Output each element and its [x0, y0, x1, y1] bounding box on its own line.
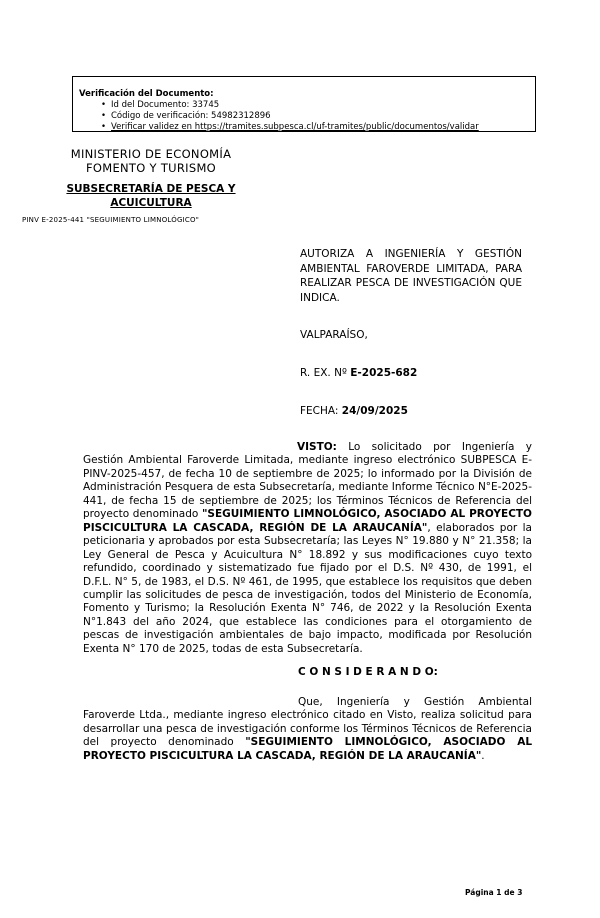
ministry-name-line2: FOMENTO Y TURISMO [85, 161, 217, 175]
rex-label: R. EX. Nº [300, 367, 351, 379]
subsecretaria-title [22, 183, 280, 210]
city-line: VALPARAÍSO, [300, 329, 368, 341]
que-text-2: . [481, 749, 485, 762]
visto-project-title: "SEGUIMIENTO LIMNOLÓGICO, ASOCIADO AL PROYECTO PISCICULTURA LA CASCADA, REGIÓN DE LA ARAUCANÍA" [83, 508, 532, 534]
rex-number: E-2025-682 [350, 367, 418, 379]
visto-paragraph [83, 441, 532, 656]
ministry-name-line1: MINISTERIO DE ECONOMÍA [70, 147, 232, 161]
date-line [300, 405, 408, 417]
que-text-1: Que, Ingeniería y Gestión Ambiental Faroverde Ltda., mediante ingreso electrónico citado en Visto, realiza solicitud para desarrollar una pesca de investigación conforme los Términos Técnicos de Referencia del proyecto denominado [83, 695, 532, 749]
considerando-paragraph [83, 696, 532, 763]
verification-box [72, 76, 536, 132]
date-label: FECHA: [300, 405, 342, 417]
visto-text-2: , elaborados por la peticionaria y aprobados por esta Subsecretaría; las Leyes N° 19.880 y N° 21.358; la Ley General de Pesca y Acuicultura N° 18.892 y sus modificaciones cuyo texto refundido, coordinado y sistematizado fue fijado por el D.S. Nº 430, de 1991, el D.F.L. N° 5, de 1983, el D.S. Nº 461, de 1995, que establece los requisitos que deben cumplir las solicitudes de pesca de investigación, todos del Ministerio de Economía, Fomento y Turismo; la Resolución Exenta N° 746, de 2022 y la Resolución Exenta N°1.843 del año 2024, que establece las condiciones para el otorgamiento de pescas de investigación ambientales de bajo impacto, modificada por Resolución Exenta N° 170 de 2025, todas de esta Subsecretaría. [83, 521, 532, 655]
considerando-heading: C O N S I D E R A N D O: [298, 666, 438, 679]
visto-label: VISTO: [297, 441, 337, 453]
date-value: 24/09/2025 [341, 405, 408, 417]
verification-title: Verificación del Documento: [79, 89, 214, 99]
que-project-title: "SEGUIMIENTO LIMNOLÓGICO, ASOCIADO AL PROYECTO PISCICULTURA LA CASCADA, REGIÓN DE LA ARAUCANÍA" [83, 736, 533, 762]
verification-item-id-text: Id del Documento: 33745 [111, 100, 220, 110]
project-reference: PINV E-2025-441 "SEGUIMIENTO LIMNOLÓGICO" [22, 216, 200, 224]
subsecretaria-line1: SUBSECRETARÍA DE PESCA Y [66, 183, 236, 195]
bullet-icon: • [101, 122, 107, 132]
verification-item-code [79, 111, 531, 122]
page-number: Página 1 de 3 [465, 888, 523, 897]
resolution-subject: AUTORIZA A INGENIERÍA Y GESTIÓN AMBIENTAL FAROVERDE LIMITADA, PARA REALIZAR PESCA DE INVESTIGACIÓN QUE INDICA. [300, 248, 522, 305]
institution-header [22, 147, 280, 224]
document-body [83, 441, 532, 763]
verification-item-id [79, 100, 531, 111]
verification-item-link [79, 122, 531, 133]
verification-link[interactable]: Verificar validez en https://tramites.subpesca.cl/uf-tramites/public/documentos/validar [111, 122, 479, 132]
resolution-number-line [300, 367, 417, 379]
bullet-icon: • [101, 111, 107, 121]
subsecretaria-line2: ACUICULTURA [110, 196, 192, 209]
verification-item-code-text: Código de verificación: 54982312896 [111, 111, 271, 121]
visto-text-1: Lo solicitado por Ingeniería y Gestión Ambiental Faroverde Limitada, mediante ingreso electrónico SUBPESCA E-PINV-2025-457, de fecha 10 de septiembre de 2025; lo informado por la División de Administración Pesquera de esta Subsecretaría, mediante Informe Técnico N°E-2025-441, de fecha 15 de septiembre de 2025; los Términos Técnicos de Referencia del proyecto denominado [83, 441, 532, 521]
bullet-icon: • [101, 100, 107, 110]
